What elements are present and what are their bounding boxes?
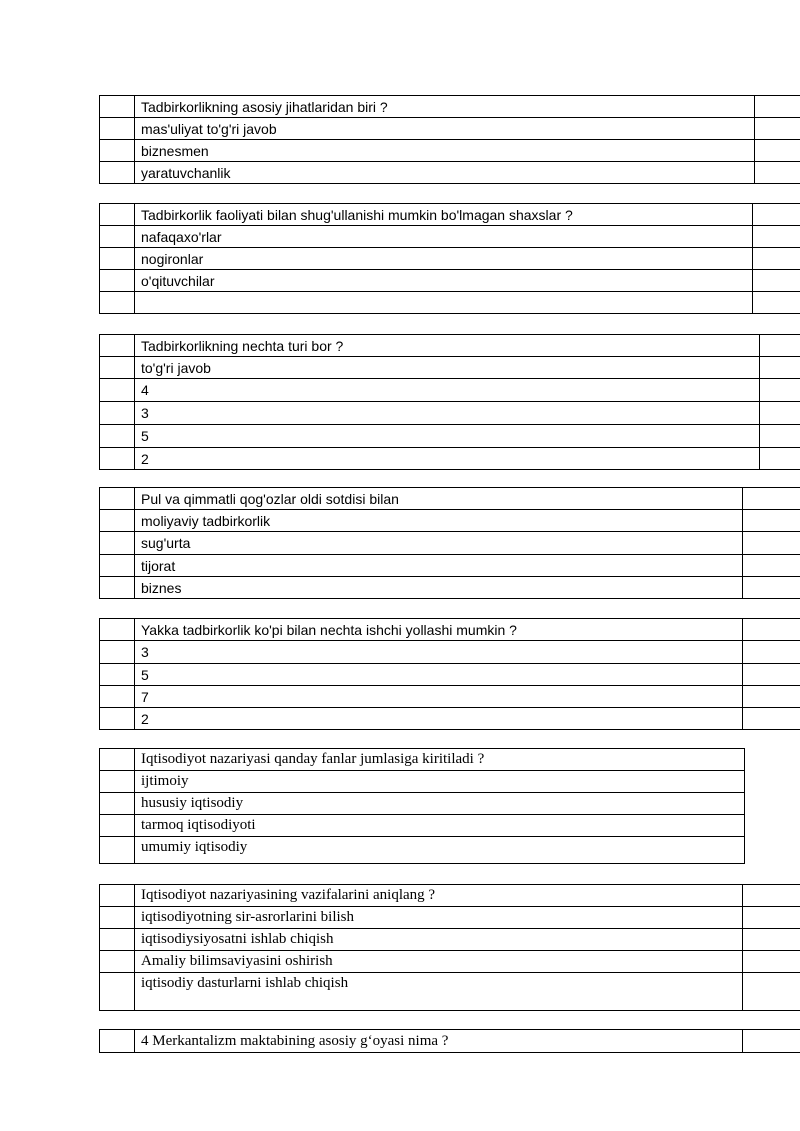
answer-option [135,292,753,314]
question-row [100,204,800,226]
question-table [99,618,800,730]
answer-option: nafaqaxo'rlar [135,226,753,248]
answer-option-row [100,929,800,951]
answer-option: tijorat [135,555,743,577]
answer-option-row [100,118,800,140]
answer-option: 4 [135,379,760,402]
answer-option-row [100,771,745,793]
answer-option-row [100,402,800,425]
answer-option: 2 [135,448,760,470]
question-text: Tadbirkorlik faoliyati bilan shug'ullanishi mumkin bo'lmagan shaxslar ? [135,204,753,226]
answer-option-row [100,793,745,815]
answer-option: iqtisodiyotning sir-asrorlarini bilish [135,907,743,929]
answer-option: tarmoq iqtisodiyoti [135,815,745,837]
question-text: Yakka tadbirkorlik ko'pi bilan nechta ishchi yollashi mumkin ? [135,619,743,641]
answer-option: nogironlar [135,248,753,270]
answer-option: mas'uliyat to'g'ri javob [135,118,755,140]
answer-option-row [100,837,745,864]
question-table [99,748,745,864]
answer-option-row [100,425,800,448]
question-table [99,95,800,184]
answer-option-row [100,270,800,292]
answer-option: 7 [135,686,743,708]
answer-option-row [100,532,800,555]
question-table [99,487,800,599]
answer-option-row [100,379,800,402]
question-row [100,885,800,907]
question-row [100,749,745,771]
answer-option: 5 [135,664,743,686]
question-table [99,334,800,470]
answer-option-row [100,907,800,929]
answer-option-row [100,140,800,162]
answer-option: Amaliy bilimsaviyasini oshirish [135,951,743,973]
answer-option: o'qituvchilar [135,270,753,292]
question-table [99,884,800,1011]
question-row [100,488,800,510]
answer-option-row [100,577,800,599]
answer-option: iqtisodiysiyosatni ishlab chiqish [135,929,743,951]
question-table [99,203,800,314]
answer-option-row [100,357,800,379]
answer-option-row [100,973,800,1011]
answer-option: 3 [135,641,743,664]
answer-option: umumiy iqtisodiy [135,837,745,864]
answer-option-row [100,448,800,470]
answer-option-row [100,555,800,577]
answer-option-row [100,510,800,532]
answer-option: 5 [135,425,760,448]
answer-option-row [100,248,800,270]
answer-option: biznesmen [135,140,755,162]
answer-option: ijtimoiy [135,771,745,793]
answer-option: hususiy iqtisodiy [135,793,745,815]
answer-option-row [100,686,800,708]
question-text: Iqtisodiyot nazariyasining vazifalarini aniqlang ? [135,885,743,907]
answer-option-row [100,292,800,314]
answer-option: iqtisodiy dasturlarni ishlab chiqish [135,973,743,1011]
answer-option: biznes [135,577,743,599]
answer-option-row [100,951,800,973]
answer-option: sug'urta [135,532,743,555]
answer-option-row [100,708,800,730]
answer-option: 3 [135,402,760,425]
question-text: 4 Merkantalizm maktabining asosiy g‘oyasi nima ? [135,1030,743,1053]
answer-option-row [100,226,800,248]
answer-option-row [100,815,745,837]
question-text: Pul va qimmatli qog'ozlar oldi sotdisi bilan [135,488,743,510]
answer-option: 2 [135,708,743,730]
question-text: Tadbirkorlikning asosiy jihatlaridan biri ? [135,96,755,118]
answer-option: moliyaviy tadbirkorlik [135,510,743,532]
question-text: Tadbirkorlikning nechta turi bor ? [135,335,760,357]
answer-option-row [100,664,800,686]
question-row [100,619,800,641]
question-text: Iqtisodiyot nazariyasi qanday fanlar jumlasiga kiritiladi ? [135,749,745,771]
question-row [100,335,800,357]
question-row [100,96,800,118]
question-table [99,1029,800,1053]
question-row [100,1030,800,1053]
answer-option: to'g'ri javob [135,357,760,379]
answer-option-row [100,162,800,184]
answer-option-row [100,641,800,664]
answer-option: yaratuvchanlik [135,162,755,184]
